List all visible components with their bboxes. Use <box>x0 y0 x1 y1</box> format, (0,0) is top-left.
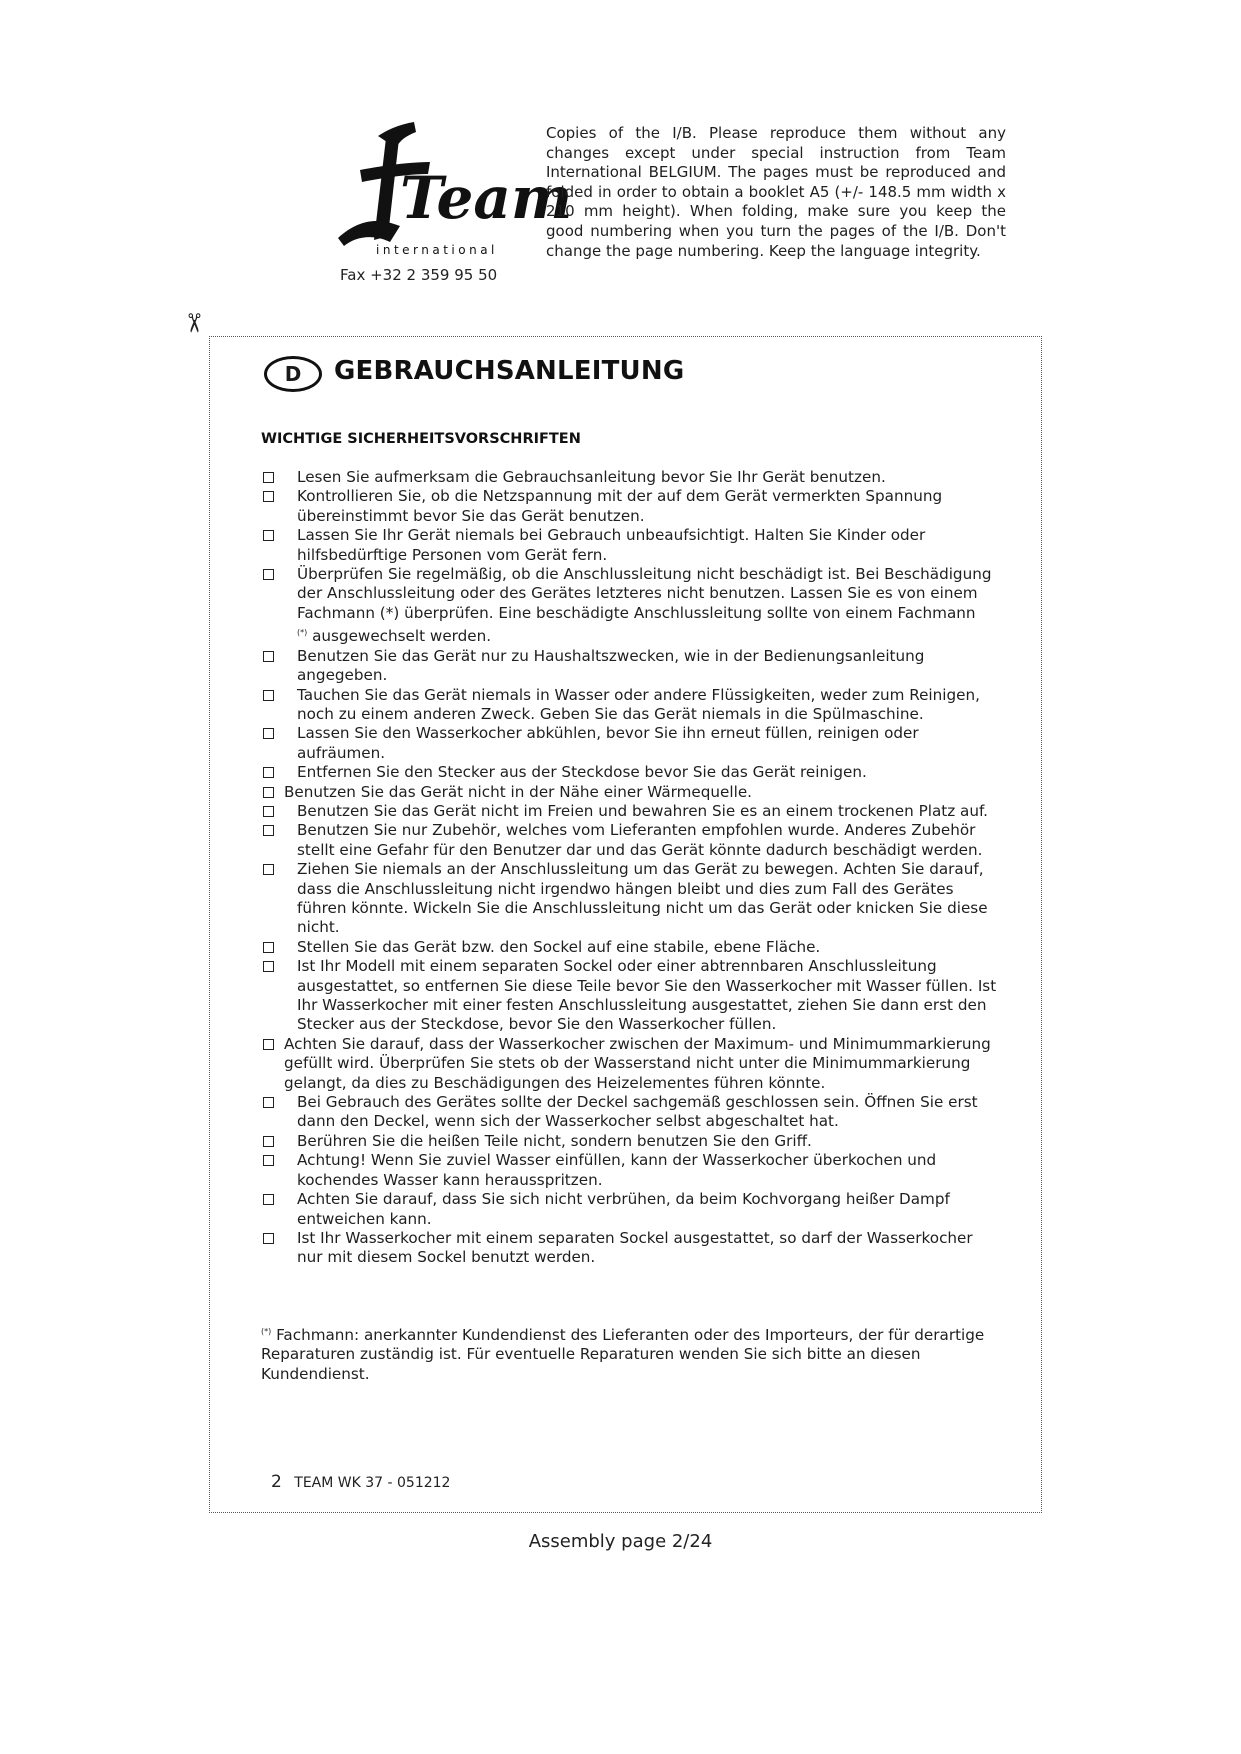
list-item: Bei Gebrauch des Gerätes sollte der Deckel sachgemäß geschlossen sein. Öffnen Sie erst dann den Deckel, wenn sich der Wasserkocher selbst abgeschaltet hat. <box>261 1093 1001 1132</box>
footnote-marker: (*) <box>261 1327 272 1336</box>
checkbox-icon <box>263 767 274 778</box>
list-item: Achten Sie darauf, dass Sie sich nicht verbrühen, da beim Kochvorgang heißer Dampf entweichen kann. <box>261 1190 1001 1229</box>
list-item: Entfernen Sie den Stecker aus der Steckdose bevor Sie das Gerät reinigen. <box>261 763 1001 782</box>
list-item: Benutzen Sie das Gerät nur zu Haushaltszwecken, wie in der Bedienungsanleitung angegeben. <box>261 647 1001 686</box>
checkbox-icon <box>263 942 274 953</box>
checkbox-icon <box>263 825 274 836</box>
team-logo-graphic <box>330 118 573 258</box>
page-number: 2 <box>271 1472 282 1492</box>
list-item: Lassen Sie den Wasserkocher abkühlen, bevor Sie ihn erneut füllen, reinigen oder aufräumen. <box>261 724 1001 763</box>
assembly-page-label: Assembly page 2/24 <box>528 1531 713 1552</box>
list-item: Berühren Sie die heißen Teile nicht, sondern benutzen Sie den Griff. <box>261 1132 1001 1151</box>
checkbox-icon <box>263 806 274 817</box>
checkbox-icon <box>263 1233 274 1244</box>
list-item: Tauchen Sie das Gerät niemals in Wasser oder andere Flüssigkeiten, weder zum Reinigen, noch zu einem anderen Zweck. Geben Sie das Gerät niemals in die Spülmaschine. <box>261 686 1001 725</box>
footnote-marker: (*) <box>297 628 308 638</box>
footnote: (*) Fachmann: anerkannter Kundendienst des Lieferanten oder des Importeurs, der für derartige Reparaturen zuständig ist. Für eventuelle Reparaturen wenden Sie sich bitte an diesen Kundendienst. <box>261 1326 985 1383</box>
checkbox-icon <box>263 690 274 701</box>
checkbox-icon <box>263 472 274 483</box>
checkbox-icon <box>263 1039 274 1050</box>
scissors-icon: ✂ <box>177 312 208 334</box>
checkbox-icon <box>263 1194 274 1205</box>
list-item: Ist Ihr Modell mit einem separaten Sockel oder einer abtrennbaren Anschlussleitung ausgestattet, so entfernen Sie diese Teile bevor Sie den Wasserkocher mit Wasser füllen. Ist Ihr Wasserkocher mit einer festen Anschlussleitung ausgestattet, ziehen Sie dann erst den Stecker aus der Steckdose, bevor Sie den Wasserkocher füllen. <box>261 957 1001 1035</box>
page-footer <box>271 1472 450 1492</box>
safety-rules-list <box>261 468 1001 1268</box>
section-heading: WICHTIGE SICHERHEITSVORSCHRIFTEN <box>261 431 581 447</box>
checkbox-icon <box>263 530 274 541</box>
checkbox-icon <box>263 651 274 662</box>
logo <box>320 118 573 278</box>
checkbox-icon <box>263 1097 274 1108</box>
list-item: Achten Sie darauf, dass der Wasserkocher zwischen der Maximum- und Minimummarkierung gefüllt wird. Überprüfen Sie stets ob der Wasserstand nicht unter die Minimummarkierung gelangt, da dies zu Beschädigungen des Heizelementes führen könnte. <box>261 1035 1001 1093</box>
copies-notice: Copies of the I/B. Please reproduce them without any changes except under special instruction from Team International BELGIUM. The pages must be reproduced and folded in order to obtain a booklet A5 (+/- 148.5 mm width x 210 mm height). When folding, make sure you keep the good numbering when you turn the pages of the I/B. Don't change the page numbering. Keep the language integrity. <box>546 124 1006 260</box>
checkbox-icon <box>263 1136 274 1147</box>
model-code: TEAM WK 37 - 051212 <box>294 1475 451 1491</box>
checkbox-icon <box>263 787 274 798</box>
list-item: Ziehen Sie niemals an der Anschlussleitung um das Gerät zu bewegen. Achten Sie darauf, dass die Anschlussleitung nicht irgendwo hängen bleibt und dies zum Fall des Gerätes führen könnte. Wickeln Sie die Anschlussleitung nicht um das Gerät oder knicken Sie diese nicht. <box>261 860 1001 938</box>
list-item: Achtung! Wenn Sie zuviel Wasser einfüllen, kann der Wasserkocher überkochen und kochendes Wasser kann herausspritzen. <box>261 1151 1001 1190</box>
checkbox-icon <box>263 1155 274 1166</box>
page-title: GEBRAUCHSANLEITUNG <box>334 356 685 386</box>
list-item: Benutzen Sie nur Zubehör, welches vom Lieferanten empfohlen wurde. Anderes Zubehör stellt eine Gefahr für den Benutzer dar und das Gerät könnte dadurch beschädigt werden. <box>261 821 1001 860</box>
checkbox-icon <box>263 569 274 580</box>
checkbox-icon <box>263 728 274 739</box>
language-badge: D <box>264 356 322 392</box>
list-item: Lesen Sie aufmerksam die Gebrauchsanleitung bevor Sie Ihr Gerät benutzen. <box>261 468 1001 487</box>
logo-wordmark: Team <box>400 164 573 232</box>
fax-number: Fax +32 2 359 95 50 <box>340 266 498 284</box>
logo-subtext: international <box>376 243 498 257</box>
list-item: Lassen Sie Ihr Gerät niemals bei Gebrauch unbeaufsichtigt. Halten Sie Kinder oder hilfsbedürftige Personen vom Gerät fern. <box>261 526 1001 565</box>
list-item: Ist Ihr Wasserkocher mit einem separaten Sockel ausgestattet, so darf der Wasserkocher nur mit diesem Sockel benutzt werden. <box>261 1229 1001 1268</box>
checkbox-icon <box>263 864 274 875</box>
list-item: Stellen Sie das Gerät bzw. den Sockel auf eine stabile, ebene Fläche. <box>261 938 1001 957</box>
list-item: Benutzen Sie das Gerät nicht im Freien und bewahren Sie es an einem trockenen Platz auf. <box>261 802 1001 821</box>
checkbox-icon <box>263 961 274 972</box>
list-item: Benutzen Sie das Gerät nicht in der Nähe einer Wärmequelle. <box>261 783 1001 802</box>
checkbox-icon <box>263 491 274 502</box>
list-item: Kontrollieren Sie, ob die Netzspannung mit der auf dem Gerät vermerkten Spannung übereinstimmt bevor Sie das Gerät benutzen. <box>261 487 1001 526</box>
list-item: Überprüfen Sie regelmäßig, ob die Anschlussleitung nicht beschädigt ist. Bei Beschädigung der Anschlussleitung oder des Gerätes letzteres nicht benutzen. Lassen Sie es von einem Fachmann (*) überprüfen. Eine beschädigte Anschlussleitung sollte von einem Fachmann (*) ausgewechselt werden. <box>261 565 1001 647</box>
